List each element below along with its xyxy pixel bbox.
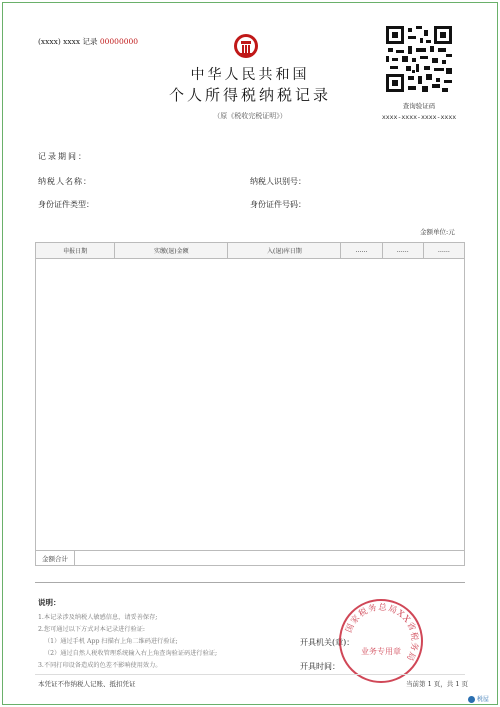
stamp-ring-text: 国家税务总局XX省税务局 xyxy=(344,602,420,663)
footer-divider xyxy=(35,674,465,675)
badge-logo-icon xyxy=(468,696,475,703)
title-line-2: 个人所得税纳税记录 xyxy=(168,86,331,104)
subtitle: （原《税收完税证明》） xyxy=(213,112,287,120)
official-seal-stamp xyxy=(338,598,424,684)
notes-divider xyxy=(35,582,465,583)
col-more-2: …… xyxy=(382,243,423,259)
col-more-1: …… xyxy=(341,243,382,259)
note-item: 1.本记录涉及纳税人敏感信息，请妥善保存; xyxy=(38,614,158,621)
currency-unit: 金额单位:元 xyxy=(420,228,455,236)
col-declare-date: 申报日期 xyxy=(36,243,115,259)
total-label: 金额合计 xyxy=(42,555,68,563)
col-more-3: …… xyxy=(423,243,464,259)
issue-time-label: 开具时间： xyxy=(300,662,340,671)
qr-code-icon[interactable] xyxy=(386,26,452,92)
id-type-label: 身份证件类型： xyxy=(38,200,94,209)
title-line-1: 中华人民共和国 xyxy=(190,67,310,83)
record-number: 00000000 xyxy=(99,37,139,46)
period-label: 记录期间： xyxy=(38,152,88,161)
table-header-row xyxy=(36,243,465,259)
record-code xyxy=(38,36,138,47)
record-table xyxy=(35,242,465,259)
col-storage-date: 入(退)库日期 xyxy=(228,243,341,259)
note-item: （1）通过手机 App 扫描右上角二维码进行验证; xyxy=(44,638,178,645)
qr-caption: 查询验证码 xyxy=(402,102,436,110)
record-label: 记录 xyxy=(82,37,98,46)
note-item: 3.不同打印设备造成的色差不影响使用效力。 xyxy=(38,662,162,669)
code-prefix: (xxxx) xxxx xyxy=(38,37,81,46)
stamp-center-text: 业务专用章 xyxy=(361,647,401,656)
page-indicator: 当前第 1 页，共 1 页 xyxy=(406,680,469,688)
table-body xyxy=(35,258,465,551)
tax-emblem-icon xyxy=(233,33,259,59)
taxpayer-id-label: 纳税人识别号： xyxy=(250,177,306,186)
issuing-authority-label: 开具机关(章)： xyxy=(300,638,355,647)
total-row xyxy=(35,550,465,566)
verify-code: xxxx-xxxx-xxxx-xxxx xyxy=(381,113,457,121)
col-paid-amount: 实缴(退)金额 xyxy=(115,243,228,259)
note-item: （2）通过自然人税收管理系统输入右上角查询验证码进行验证; xyxy=(44,650,218,657)
notes-heading: 说明： xyxy=(38,598,61,607)
total-divider xyxy=(74,551,75,565)
footer-disclaimer: 本凭证不作纳税人记账、抵扣凭证 xyxy=(38,680,136,688)
id-number-label: 身份证件号码： xyxy=(250,200,306,209)
badge-text: 税屋 xyxy=(476,696,489,703)
watermark-badge xyxy=(468,694,489,703)
note-item: 2.您可通过以下方式对本记录进行验证: xyxy=(38,626,145,633)
taxpayer-name-label: 纳税人名称： xyxy=(38,177,92,186)
